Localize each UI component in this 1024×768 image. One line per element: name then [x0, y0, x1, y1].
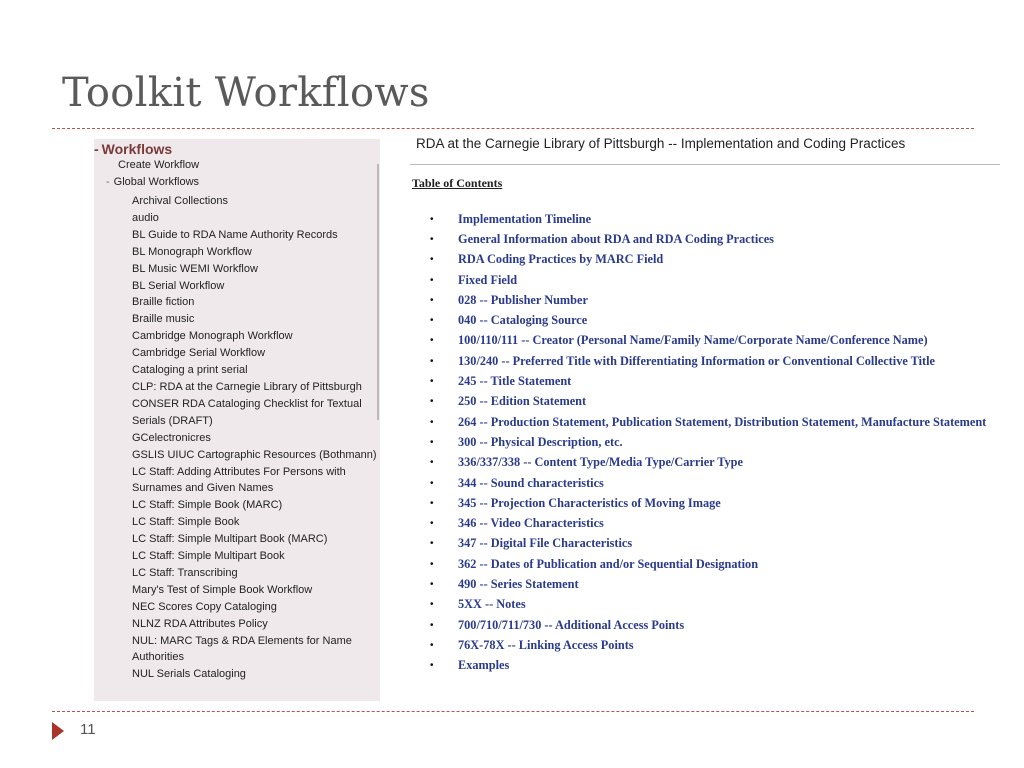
toc-link[interactable]: 028 -- Publisher Number — [458, 292, 588, 307]
workflow-item[interactable]: Cambridge Serial Workflow — [132, 347, 266, 360]
workflows-panel — [94, 139, 380, 701]
toc-link[interactable]: 700/710/711/730 -- Additional Access Points — [458, 617, 685, 632]
toc-link[interactable]: RDA Coding Practices by MARC Field — [458, 252, 664, 267]
workflow-item[interactable]: Mary's Test of Simple Book Workflow — [132, 583, 313, 596]
bullet-icon: • — [430, 335, 434, 347]
bullet-icon: • — [430, 416, 434, 428]
toc-link[interactable]: 345 -- Projection Characteristics of Moving Image — [458, 495, 721, 510]
bullet-icon: • — [430, 274, 434, 286]
toc-item — [430, 534, 1000, 554]
toc-link[interactable]: Fixed Field — [458, 272, 518, 287]
toc-link[interactable]: Implementation Timeline — [458, 211, 592, 226]
toc-link[interactable]: 5XX -- Notes — [458, 597, 526, 612]
toc-link[interactable]: 76X-78X -- Linking Access Points — [458, 637, 634, 652]
workflow-item[interactable]: BL Monograph Workflow — [132, 245, 252, 258]
workflow-item[interactable]: CONSER RDA Cataloging Checklist for Textual Serials (DRAFT) — [132, 397, 362, 427]
workflow-item[interactable]: LC Staff: Simple Multipart Book (MARC) — [132, 533, 328, 546]
workflows-header-label: Workflows — [101, 141, 173, 157]
workflow-item[interactable]: NLNZ RDA Attributes Policy — [132, 617, 268, 630]
toc-item — [430, 595, 1000, 615]
bullet-icon: • — [430, 254, 434, 266]
bullet-icon: • — [430, 396, 434, 408]
toc-item — [430, 351, 1000, 371]
bullet-icon: • — [430, 599, 434, 611]
title-divider — [52, 128, 974, 129]
toc-item — [430, 412, 1000, 432]
toc-list — [430, 209, 1000, 676]
bullet-icon: • — [430, 538, 434, 550]
toc-item — [430, 453, 1000, 473]
toc-item — [430, 229, 1000, 249]
workflow-item[interactable]: BL Guide to RDA Name Authority Records — [132, 228, 338, 241]
toc-item — [430, 656, 1000, 676]
toc-heading[interactable]: Table of Contents — [412, 176, 503, 190]
bullet-icon: • — [430, 558, 434, 570]
workflow-item[interactable]: Cambridge Monograph Workflow — [132, 330, 293, 343]
toc-link[interactable]: 300 -- Physical Description, etc. — [458, 434, 623, 449]
global-workflows-label: Global Workflows — [113, 176, 200, 188]
bullet-icon: • — [430, 518, 434, 530]
bullet-icon: • — [430, 639, 434, 651]
collapse-icon[interactable]: - — [106, 176, 110, 188]
footer-divider — [52, 711, 974, 712]
toc-link[interactable]: 100/110/111 -- Creator (Personal Name/Family Name/Corporate Name/Conference Name) — [458, 333, 928, 348]
toc-item — [430, 209, 1000, 229]
toc-item — [430, 554, 1000, 574]
workflows-header[interactable] — [94, 141, 172, 157]
workflow-item[interactable]: Braille fiction — [132, 296, 195, 309]
bullet-icon: • — [430, 436, 434, 448]
toc-link[interactable]: 040 -- Cataloging Source — [458, 313, 588, 328]
workflow-item[interactable]: GSLIS UIUC Cartographic Resources (Bothmann) — [132, 448, 377, 461]
toc-link[interactable]: 344 -- Sound characteristics — [458, 475, 604, 490]
create-workflow-link[interactable]: Create Workflow — [118, 159, 200, 171]
toc-item — [430, 250, 1000, 270]
toc-item — [430, 371, 1000, 391]
bullet-icon: • — [430, 477, 434, 489]
workflow-item[interactable]: BL Serial Workflow — [132, 279, 225, 292]
workflow-item[interactable]: GCelectronicres — [132, 431, 211, 444]
bullet-icon: • — [430, 578, 434, 590]
workflow-list — [132, 193, 378, 683]
toc-item — [430, 635, 1000, 655]
bullet-icon: • — [430, 213, 434, 225]
workflow-item[interactable]: LC Staff: Simple Book (MARC) — [132, 499, 283, 512]
workflow-item[interactable]: BL Music WEMI Workflow — [132, 262, 258, 275]
workflow-scrollbar[interactable] — [377, 164, 379, 420]
toc-link[interactable]: 362 -- Dates of Publication and/or Sequential Designation — [458, 556, 759, 571]
workflow-item[interactable]: CLP: RDA at the Carnegie Library of Pittsburgh — [132, 380, 362, 393]
toc-link[interactable]: 347 -- Digital File Characteristics — [458, 536, 633, 551]
workflow-item[interactable]: Braille music — [132, 313, 195, 326]
toc-link[interactable]: Examples — [458, 658, 510, 673]
document-title: RDA at the Carnegie Library of Pittsburgh -- Implementation and Coding Practices — [416, 136, 906, 151]
workflow-item[interactable]: NEC Scores Copy Cataloging — [132, 600, 277, 613]
workflow-item[interactable]: Archival Collections — [132, 195, 228, 207]
toc-item — [430, 310, 1000, 330]
bullet-icon: • — [430, 233, 434, 245]
slide-title: Toolkit Workflows — [62, 70, 430, 116]
toc-item — [430, 493, 1000, 513]
toc-link[interactable]: 346 -- Video Characteristics — [458, 516, 604, 531]
workflow-item[interactable]: audio — [132, 211, 159, 224]
toc-link[interactable]: General Information about RDA and RDA Coding Practices — [458, 231, 774, 246]
bullet-icon: • — [430, 315, 434, 327]
workflow-item[interactable]: Cataloging a print serial — [132, 364, 248, 377]
toc-link[interactable]: 264 -- Production Statement, Publication Statement, Distribution Statement, Manufacture Statement — [458, 414, 987, 429]
workflow-item[interactable]: NUL: MARC Tags & RDA Elements for Name Authorities — [132, 634, 352, 664]
toc-item — [430, 574, 1000, 594]
toc-item — [430, 331, 1000, 351]
bullet-icon: • — [430, 660, 434, 672]
toc-item — [430, 432, 1000, 452]
toc-item — [430, 513, 1000, 533]
bullet-icon: • — [430, 294, 434, 306]
toc-item — [430, 615, 1000, 635]
bullet-icon: • — [430, 497, 434, 509]
toc-item — [430, 290, 1000, 310]
toc-item — [430, 473, 1000, 493]
page-number: 11 — [80, 721, 96, 738]
global-workflows-toggle[interactable] — [106, 176, 199, 188]
bullet-icon: • — [430, 355, 434, 367]
toc-item — [430, 392, 1000, 412]
workflow-item[interactable]: LC Staff: Simple Book — [132, 516, 240, 529]
workflow-item[interactable]: LC Staff: Simple Multipart Book — [132, 550, 285, 563]
workflow-item[interactable]: LC Staff: Adding Attributes For Persons with Surnames and Given Names — [132, 465, 346, 495]
toc-item — [430, 270, 1000, 290]
bullet-icon: • — [430, 619, 434, 631]
workflow-item[interactable]: NUL Serials Cataloging — [132, 668, 246, 681]
toc-link[interactable]: 245 -- Title Statement — [458, 374, 572, 389]
triangle-arrow-icon — [52, 722, 64, 740]
toc-link[interactable]: 490 -- Series Statement — [458, 576, 579, 591]
toc-link[interactable]: 130/240 -- Preferred Title with Differentiating Information or Conventional Collective Title — [458, 353, 936, 368]
bullet-icon: • — [430, 457, 434, 469]
bullet-icon: • — [430, 376, 434, 388]
toc-link[interactable]: 336/337/338 -- Content Type/Media Type/Carrier Type — [458, 455, 743, 470]
toc-link[interactable]: 250 -- Edition Statement — [458, 394, 587, 409]
document-divider — [410, 164, 1000, 165]
collapse-icon[interactable]: - — [94, 141, 99, 157]
workflow-item[interactable]: LC Staff: Transcribing — [132, 566, 238, 579]
